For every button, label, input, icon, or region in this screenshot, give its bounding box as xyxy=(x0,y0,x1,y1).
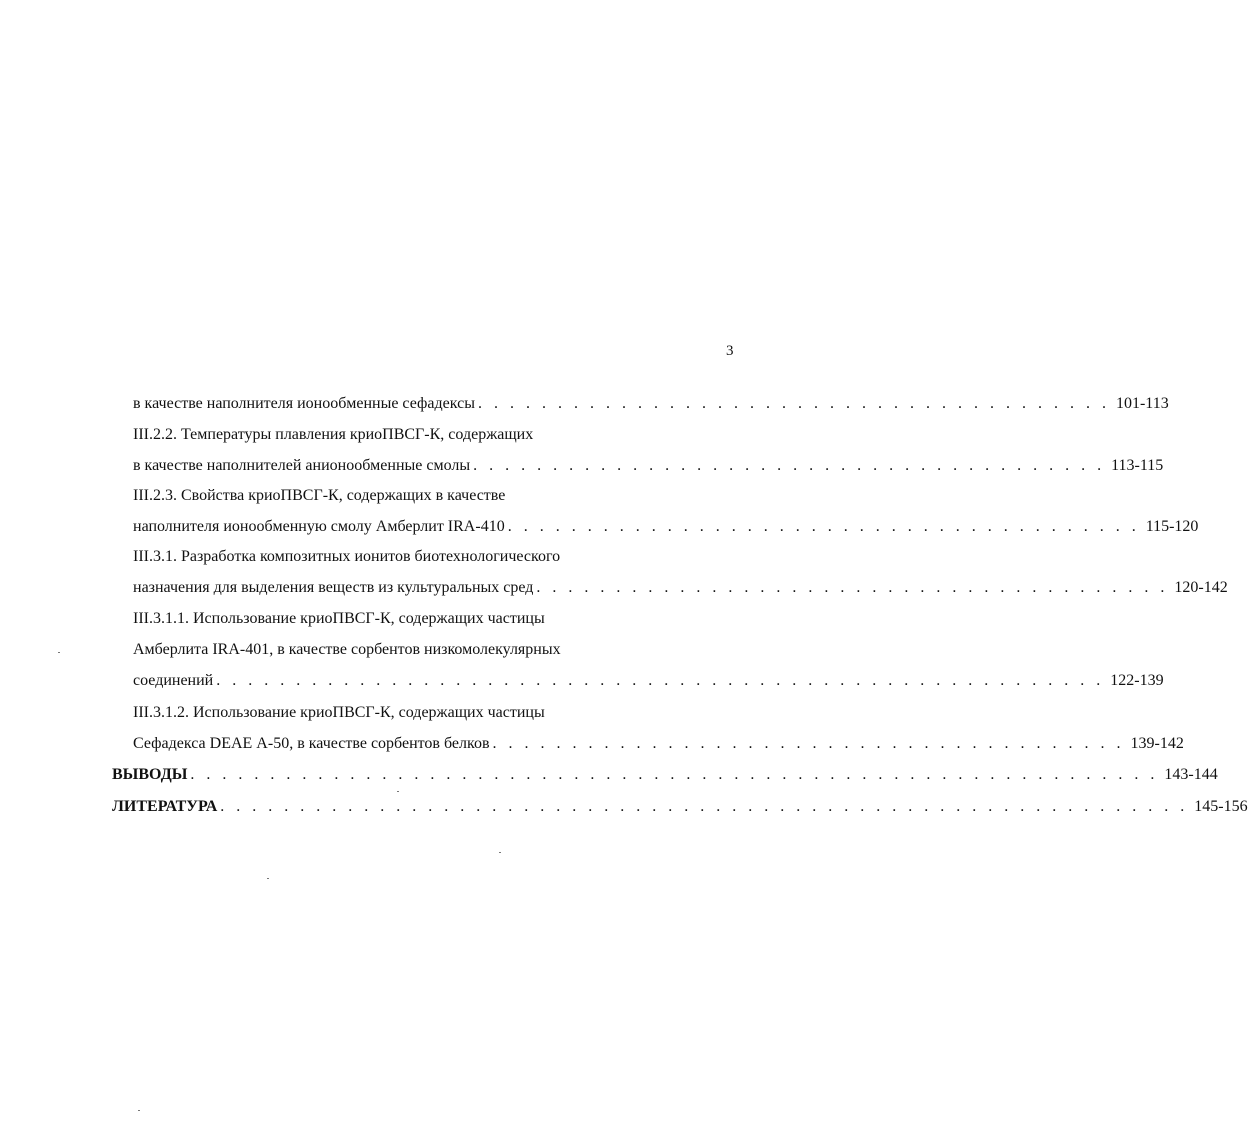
dot-leader: . . . . . . . . . . . . . . . . . . . . . . . . . . . . . . . . . . . . . . . . xyxy=(473,457,1106,474)
dot-leader: . . . . . . . . . . . . . . . . . . . . . . . . . . . . . . . . . . . . . . . . . . . . . . . . . . . . . . . . . . . . . xyxy=(220,798,1189,815)
dot-leader: . . . . . . . . . . . . . . . . . . . . . . . . . . . . . . . . . . . . . . . . xyxy=(507,518,1140,535)
toc-entry-title: соединений xyxy=(133,672,214,689)
toc-entry-title: Сефадекса DEAE А-50, в качестве сорбентов белков xyxy=(133,735,490,752)
toc-entry-title: III.3.1. Разработка композитных ионитов биотехнологического xyxy=(133,548,561,565)
toc-entry-title: назначения для выделения веществ из культуральных сред xyxy=(133,579,534,596)
toc-entry-pages: 139-142 xyxy=(1130,735,1184,752)
toc-entry-title: III.2.3. Свойства криоПВСГ-К, содержащих в качестве xyxy=(133,487,506,504)
scan-speck xyxy=(397,791,399,792)
toc-entry-pages: 145-156 xyxy=(1194,798,1248,815)
toc-entry-title: в качестве наполнителей анионообменные смолы xyxy=(133,457,471,474)
toc-entry xyxy=(133,670,1164,692)
toc-entry-title: Амберлита IRA-401, в качестве сорбентов низкомолекулярных xyxy=(133,641,561,658)
toc-entry-title: ЛИТЕРАТУРА xyxy=(112,798,218,815)
toc-entry-title: III.3.1.1. Использование криоПВСГ-К, содержащих частицы xyxy=(133,610,545,627)
scan-speck xyxy=(58,652,60,653)
toc-entry xyxy=(133,577,1228,599)
dot-leader: . . . . . . . . . . . . . . . . . . . . . . . . . . . . . . . . . . . . . . . . . . . . . . . . . . . . . . . . xyxy=(216,672,1105,689)
toc-entry xyxy=(133,393,1169,415)
scan-speck xyxy=(138,1110,140,1111)
toc-entry xyxy=(133,702,545,724)
page-number: 3 xyxy=(726,343,734,359)
scan-speck xyxy=(499,852,501,853)
dot-leader: . . . . . . . . . . . . . . . . . . . . . . . . . . . . . . . . . . . . . . . . . . . . . . . . . . . . . . . . . . . . . xyxy=(190,766,1159,783)
toc-entry-pages: 120-142 xyxy=(1174,579,1228,596)
toc-entry xyxy=(133,733,1184,755)
toc-entry-pages: 101-113 xyxy=(1115,395,1169,412)
toc-entry-pages: 113-115 xyxy=(1111,457,1164,474)
toc-entry xyxy=(112,764,1218,786)
toc-entry-pages: 122-139 xyxy=(1110,672,1164,689)
toc-entry xyxy=(133,424,533,446)
dot-leader: . . . . . . . . . . . . . . . . . . . . . . . . . . . . . . . . . . . . . . . . xyxy=(536,579,1169,596)
dot-leader: . . . . . . . . . . . . . . . . . . . . . . . . . . . . . . . . . . . . . . . . xyxy=(492,735,1125,752)
toc-entry xyxy=(133,608,545,630)
toc-entry-title: наполнителя ионообменную смолу Амберлит IRA-410 xyxy=(133,518,505,535)
toc-entry xyxy=(112,796,1248,818)
toc-entry-title: в качестве наполнителя ионообменные сефадексы xyxy=(133,395,475,412)
toc-entry xyxy=(133,546,560,568)
toc-entry-pages: 143-144 xyxy=(1164,766,1218,783)
toc-entry-title: III.3.1.2. Использование криоПВСГ-К, содержащих частицы xyxy=(133,704,545,721)
scan-speck xyxy=(267,878,269,879)
dot-leader: . . . . . . . . . . . . . . . . . . . . . . . . . . . . . . . . . . . . . . . . xyxy=(477,395,1110,412)
toc-entry-title: ВЫВОДЫ xyxy=(112,766,188,783)
toc-entry xyxy=(133,639,561,661)
toc-entry xyxy=(133,455,1164,477)
toc-entry xyxy=(133,485,505,507)
toc-entry-pages: 115-120 xyxy=(1145,518,1199,535)
toc-entry-title: III.2.2. Температуры плавления криоПВСГ-К, содержащих xyxy=(133,426,534,443)
toc-entry xyxy=(133,516,1199,538)
